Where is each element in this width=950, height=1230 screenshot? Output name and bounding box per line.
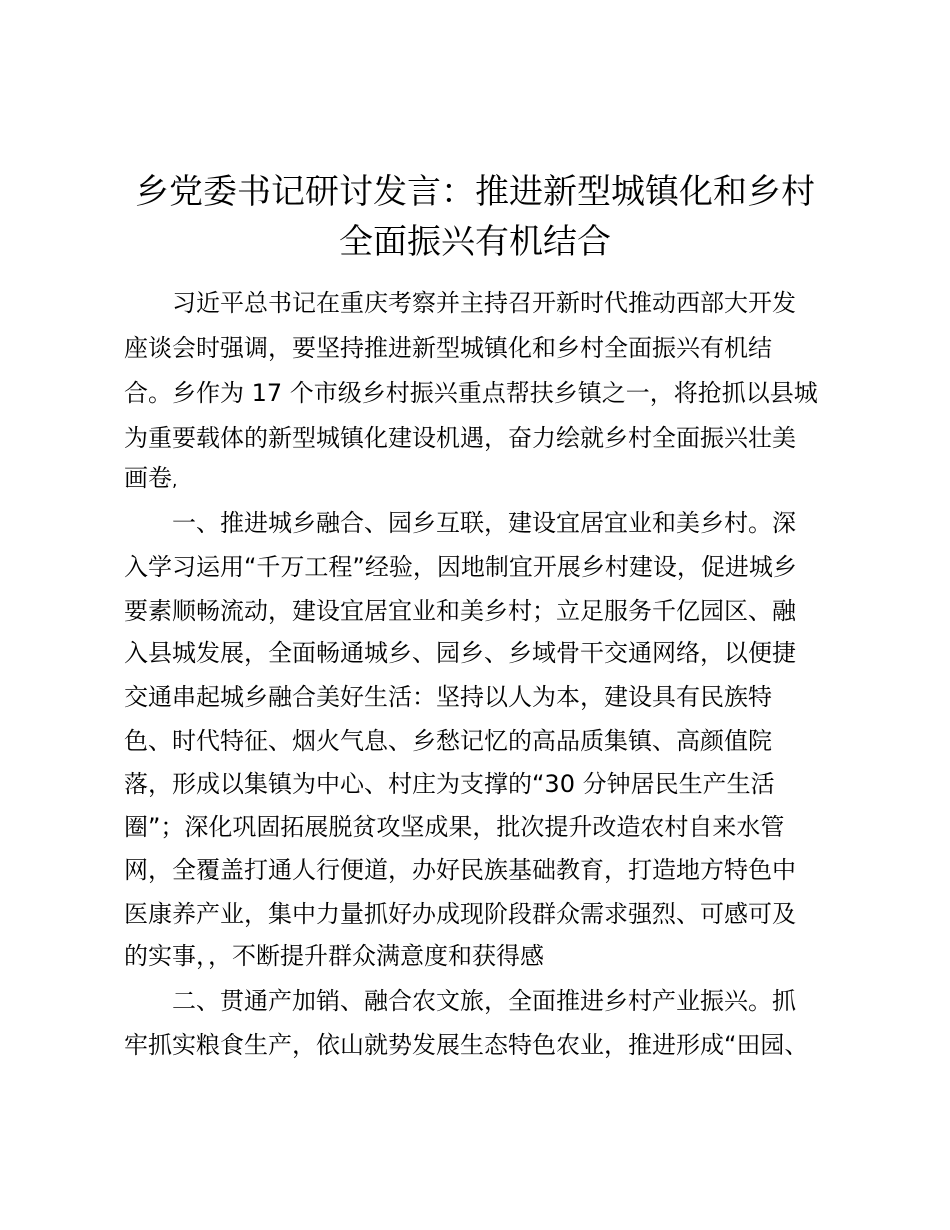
paragraph-2-line-2: 入学习运用“千万工程”经验，因地制宜开展乡村建设，促进城乡 (124, 553, 797, 581)
paragraph-2-line-7: 落，形成以集镇为中心、村庄为支撑的“30 分钟居民生产生活 (124, 770, 775, 798)
paragraph-1-line-2: 座谈会时强调，要坚持推进新型城镇化和乡村全面振兴有机结 (124, 334, 772, 362)
document-title-line-1: 乡党委书记研讨发言：推进新型城镇化和乡村 (135, 172, 815, 212)
paragraph-1-line-5-text: 画卷 (124, 464, 172, 492)
paragraph-2-line-6: 色、时代特征、烟火气息、乡愁记忆的高品质集镇、高颜值院 (124, 727, 772, 755)
paragraph-1-line-3: 合。乡作为 17 个市级乡村振兴重点帮扶乡镇之一，将抢抓以县城 (124, 379, 818, 407)
paragraph-2-line-11: 的实事，，不断提升群众满意度和获得感 (124, 942, 544, 970)
paragraph-2-line-5: 交通串起城乡融合美好生活：坚持以人为本，建设具有民族特 (124, 683, 772, 711)
paragraph-2-line-1: 一、推进城乡融合、园乡互联，建设宜居宜业和美乡村。深 (172, 509, 796, 537)
paragraph-2-line-8: 圈”；深化巩固拓展脱贫攻坚成果，批次提升改造农村自来水管 (124, 813, 785, 841)
paragraph-2-line-4: 入县城发展，全面畅通城乡、园乡、乡域骨干交通网络，以便捷 (124, 639, 796, 667)
paragraph-2-line-9: 网，全覆盖打通人行便道，办好民族基础教育，打造地方特色中 (124, 856, 796, 884)
trailing-comma: , (172, 471, 178, 491)
paragraph-3-line-2: 牢抓实粮食生产，依山就势发展生态特色农业，推进形成“田园、 (124, 1031, 809, 1059)
paragraph-1-line-1: 习近平总书记在重庆考察并主持召开新时代推动西部大开发 (172, 289, 796, 317)
paragraph-1-line-5 (124, 463, 177, 496)
paragraph-2-line-3: 要素顺畅流动，建设宜居宜业和美乡村；立足服务千亿园区、融 (124, 597, 796, 625)
paragraph-3-line-1: 二、贯通产加销、融合农文旅，全面推进乡村产业振兴。抓 (172, 987, 796, 1015)
document-title-line-2: 全面振兴有机结合 (339, 222, 611, 262)
paragraph-1-line-4: 为重要载体的新型城镇化建设机遇，奋力绘就乡村全面振兴壮美 (124, 424, 796, 452)
paragraph-2-line-10: 医康养产业，集中力量抓好办成现阶段群众需求强烈、可感可及 (124, 900, 796, 928)
